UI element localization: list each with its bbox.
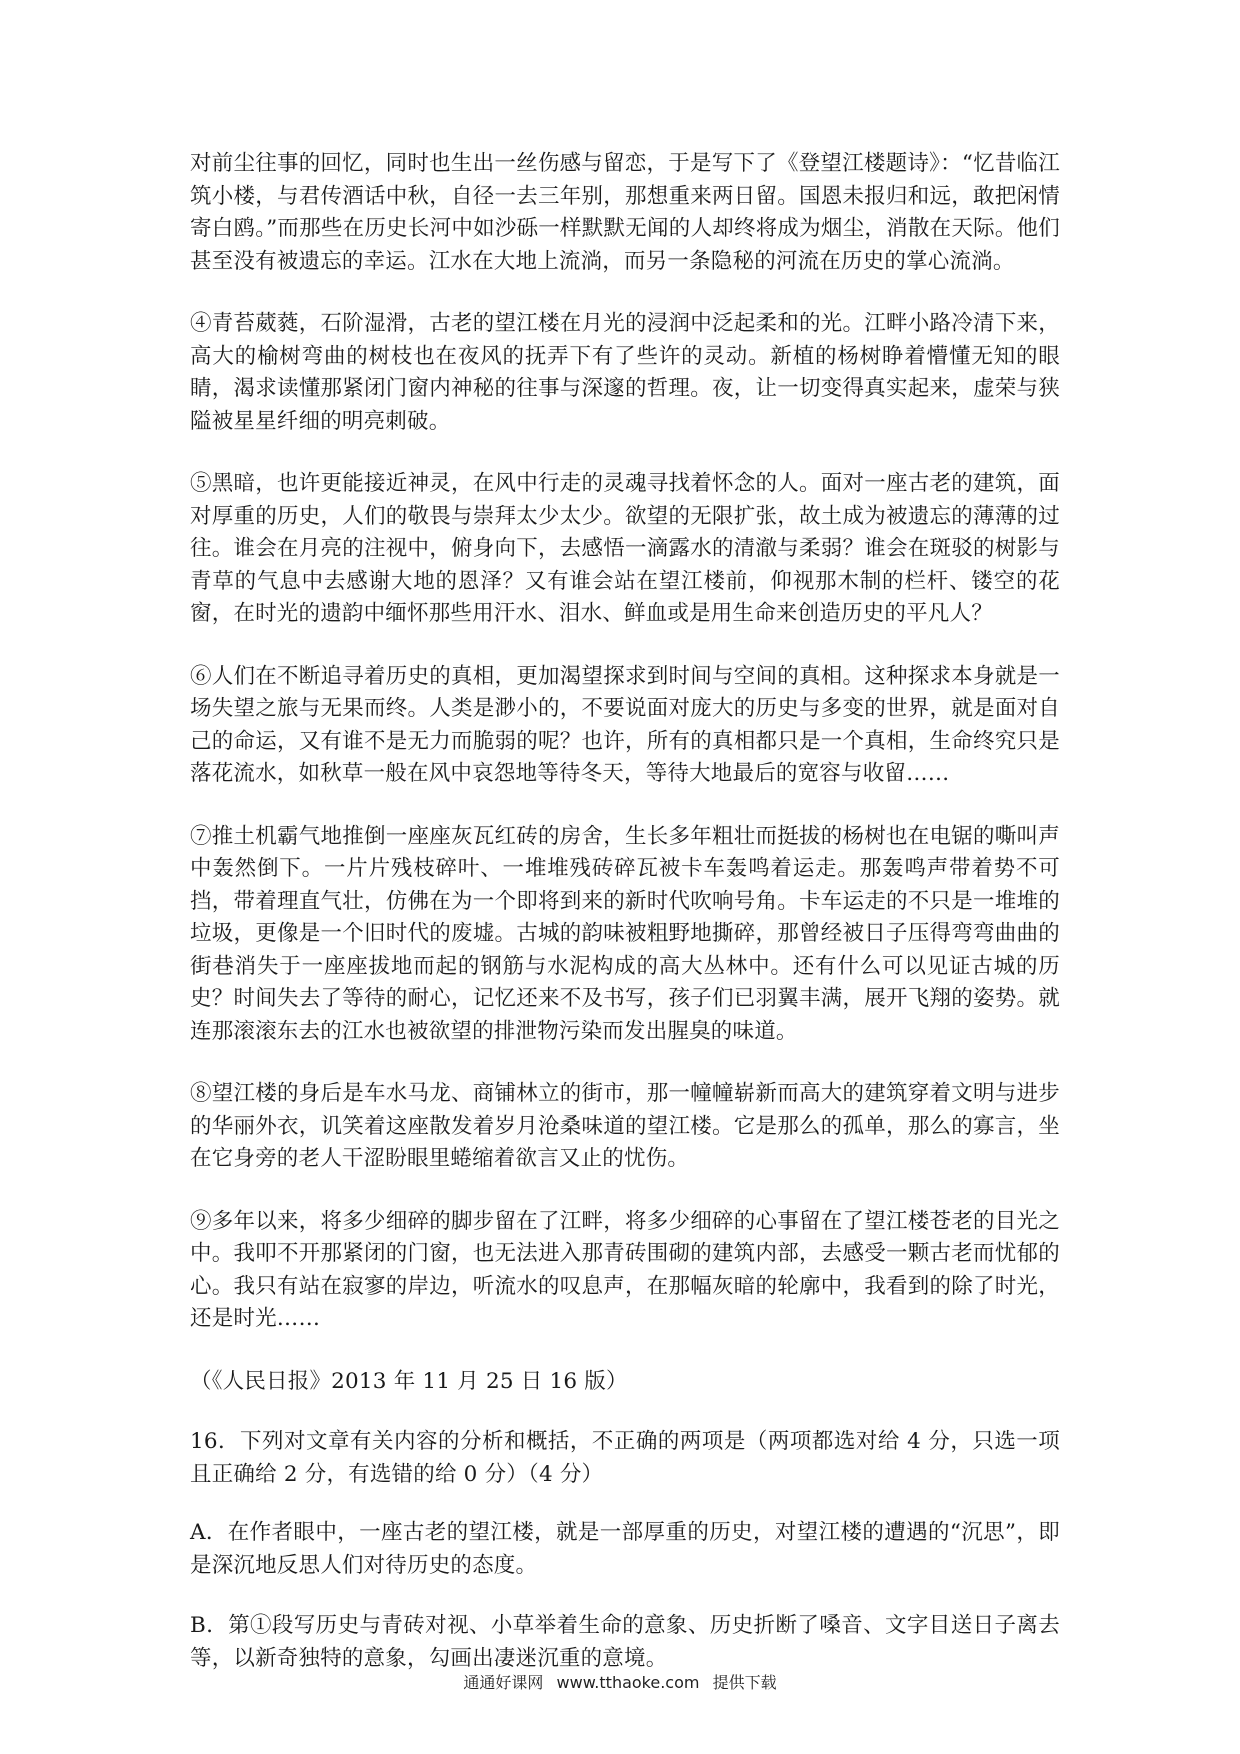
article-paragraph-6: ⑥人们在不断追寻着历史的真相，更加渴望探求到时间与空间的真相。这种探求本身就是一场失望之旅与无果而终。人类是渺小的，不要说面对庞大的历史与多变的世界，就是面对自己的命运，又有谁不是无力而脆弱的呢？也许，所有的真相都只是一个真相，生命终究只是落花流水，如秋草一般在风中哀怨地等待冬天，等待大地最后的宽容与收留…… (190, 663, 1060, 786)
article-paragraph-continued: 对前尘往事的回忆，同时也生出一丝伤感与留恋，于是写下了《登望江楼题诗》：“忆昔临江筑小楼，与君传酒话中秋，自径一去三年别，那想重来两日留。国恩未报归和远，敢把闲情寄白鸥。”而那些在历史长河中如沙砾一样默默无闻的人却终将成为烟尘，消散在天际。他们甚至没有被遗忘的幸运。江水在大地上流淌，而另一条隐秘的河流在历史的掌心流淌。 (190, 151, 1060, 274)
article-paragraph-7: ⑦推土机霸气地推倒一座座灰瓦红砖的房舍，生长多年粗壮而挺拔的杨树也在电锯的嘶叫声中轰然倒下。一片片残枝碎叶、一堆堆残砖碎瓦被卡车轰鸣着运走。那轰鸣声带着势不可挡，带着理直气壮，仿佛在为一个即将到来的新时代吹响号角。卡车运走的不只是一堆堆的垃圾，更像是一个旧时代的废墟。古城的韵味被粗野地撕碎，那曾经被日子压得弯弯曲曲的街巷消失于一座座拔地而起的钢筋与水泥构成的高大丛林中。还有什么可以见证古城的历史？时间失去了等待的耐心，记忆还来不及书写，孩子们已羽翼丰满，展开飞翔的姿势。就连那滚滚东去的江水也被欲望的排泄物污染而发出腥臭的味道。 (190, 823, 1060, 1044)
article-paragraph-5: ⑤黑暗，也许更能接近神灵，在风中行走的灵魂寻找着怀念的人。面对一座古老的建筑，面对厚重的历史，人们的敬畏与崇拜太少太少。欲望的无限扩张，故土成为被遗忘的薄薄的过往。谁会在月亮的注视中，俯身向下，去感悟一滴露水的清澈与柔弱？谁会在斑驳的树影与青草的气息中去感谢大地的恩泽？又有谁会站在望江楼前，仰视那木制的栏杆、镂空的花窗，在时光的遗韵中缅怀那些用汗水、泪水、鲜血或是用生命来创造历史的平凡人？ (190, 471, 1060, 626)
article-paragraph-4: ④青苔葳蕤，石阶湿滑，古老的望江楼在月光的浸润中泛起柔和的光。江畔小路冷清下来，高大的榆树弯曲的树枝也在夜风的抚弄下有了些许的灵动。新植的杨树睁着懵懂无知的眼睛，渴求读懂那紧闭门窗内神秘的往事与深邃的哲理。夜，让一切变得真实起来，虚荣与狭隘被星星纤细的明亮刺破。 (190, 311, 1060, 434)
footer-site-name: 通通好课网 (463, 1673, 544, 1692)
question-option-b: B．第①段写历史与青砖对视、小草举着生命的意象、历史折断了嗓音、文字目送日子离去等，以新奇独特的意象，勾画出凄迷沉重的意境。 (190, 1613, 1060, 1671)
article-body (190, 148, 1060, 1703)
question-option-a: A．在作者眼中，一座古老的望江楼，就是一部厚重的历史，对望江楼的遭遇的“沉思”，即是深沉地反思人们对待历史的态度。 (190, 1520, 1060, 1578)
article-paragraph-8: ⑧望江楼的身后是车水马龙、商铺林立的街市，那一幢幢崭新而高大的建筑穿着文明与进步的华丽外衣，讥笑着这座散发着岁月沧桑味道的望江楼。它是那么的孤单，那么的寡言，坐在它身旁的老人干涩盼眼里蜷缩着欲言又止的忧伤。 (190, 1081, 1060, 1171)
page-footer (0, 1670, 1240, 1693)
article-paragraph-9: ⑨多年以来，将多少细碎的脚步留在了江畔，将多少细碎的心事留在了望江楼苍老的目光之中。我叩不开那紧闭的门窗，也无法进入那青砖围砌的建筑内部，去感受一颗古老而忧郁的心。我只有站在寂寥的岸边，听流水的叹息声，在那幅灰暗的轮廓中，我看到的除了时光，还是时光…… (190, 1208, 1060, 1331)
question-stem: 16．下列对文章有关内容的分析和概括，不正确的两项是（两项都选对给 4 分，只选一项且正确给 2 分，有选错的给 0 分）（4 分） (190, 1429, 1060, 1487)
article-source: （《人民日报》2013 年 11 月 25 日 16 版） (190, 1368, 628, 1394)
footer-url: www.tthaoke.com (556, 1673, 700, 1692)
footer-suffix: 提供下载 (712, 1673, 777, 1692)
